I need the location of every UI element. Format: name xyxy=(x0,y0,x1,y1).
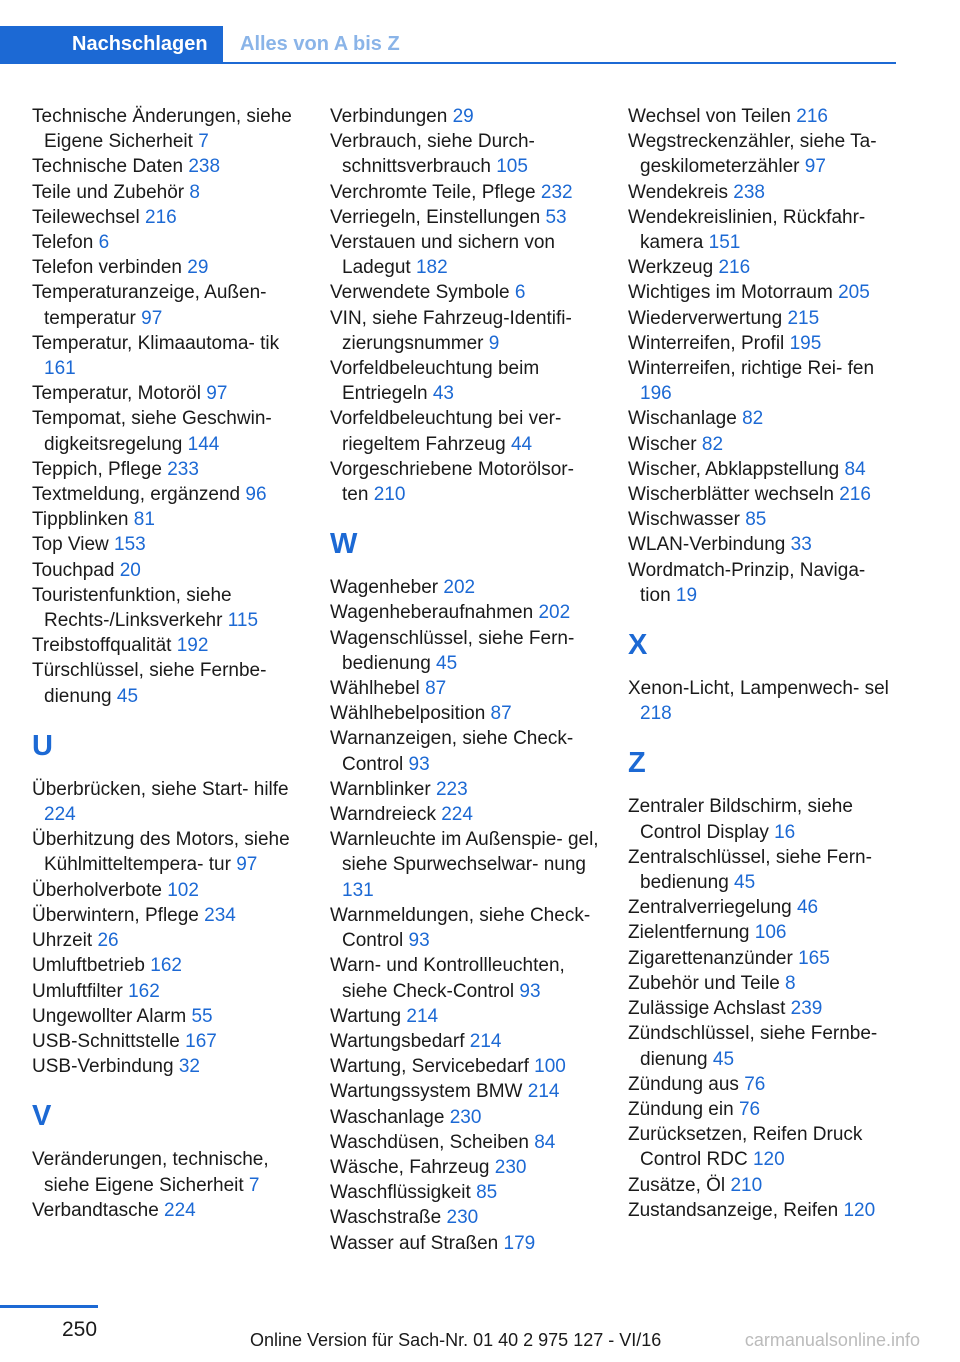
page-link[interactable]: 232 xyxy=(540,181,573,203)
index-entry-text: Wischer, Abklappstellung xyxy=(628,458,840,480)
index-entry xyxy=(330,1105,600,1130)
index-entry xyxy=(628,794,898,844)
index-entry xyxy=(628,306,898,331)
index-entry-text: Warnblinker xyxy=(330,778,431,800)
index-column-3 xyxy=(628,104,898,1223)
page-link[interactable]: 216 xyxy=(839,484,871,506)
page-link[interactable]: 6 xyxy=(514,282,526,304)
index-entry-text: Tempomat, siehe Geschwin- digkeitsregelung xyxy=(32,408,272,455)
section-letter: W xyxy=(330,528,358,561)
page-link[interactable]: 214 xyxy=(469,1030,502,1052)
index-entry-text: Winterreifen, Profil xyxy=(628,332,785,354)
index-entry xyxy=(628,971,898,996)
index-entry xyxy=(628,331,898,356)
index-entry xyxy=(628,558,898,608)
index-entry xyxy=(32,827,302,877)
index-entry-text: Warnanzeigen, siehe Check- Control xyxy=(330,728,574,775)
index-entry-text: Warndreieck xyxy=(330,804,436,826)
page-link[interactable]: 106 xyxy=(754,922,787,944)
page-link[interactable]: 120 xyxy=(752,1149,785,1171)
index-entry xyxy=(32,381,302,406)
index-entry-text: Temperatur, Klimaautoma- tik xyxy=(32,332,280,354)
page-link[interactable]: 239 xyxy=(790,998,823,1020)
index-entry xyxy=(628,432,898,457)
page-link[interactable]: 82 xyxy=(701,433,724,455)
index-entry xyxy=(628,457,898,482)
index-entry-text: Teilewechsel xyxy=(32,206,140,228)
index-entry-text: Wartungssystem BMW xyxy=(330,1081,523,1103)
index-entry xyxy=(330,953,600,1003)
page-link[interactable]: 230 xyxy=(449,1106,482,1128)
page-link[interactable]: 7 xyxy=(198,131,209,153)
page-link[interactable]: 26 xyxy=(97,930,119,952)
index-entry-text: Zubehör und Teile xyxy=(628,972,780,994)
index-entry xyxy=(628,676,898,726)
index-entry xyxy=(32,154,302,179)
index-entry xyxy=(330,104,600,129)
index-entry xyxy=(628,845,898,895)
index-entry-text: Verbrauch, siehe Durch- schnittsverbrauch xyxy=(330,131,535,178)
page-link[interactable]: 102 xyxy=(167,879,199,901)
index-entry-text: Wagenheberaufnahmen xyxy=(330,602,534,624)
section-letter: V xyxy=(32,1100,52,1133)
index-entry xyxy=(330,1004,600,1029)
page-link[interactable]: 46 xyxy=(796,897,819,919)
index-entry xyxy=(628,1021,898,1071)
index-entry-text: Wendekreislinien, Rückfahr- kamera xyxy=(628,206,866,254)
page-link[interactable]: 162 xyxy=(150,955,182,977)
page-link[interactable]: 85 xyxy=(476,1182,498,1204)
page-link[interactable]: 196 xyxy=(640,383,672,405)
footer-divider xyxy=(0,1305,98,1308)
index-entry xyxy=(330,1180,600,1205)
index-entry xyxy=(32,658,302,708)
page-link[interactable]: 224 xyxy=(164,1199,196,1221)
index-entry xyxy=(32,104,302,154)
index-entry xyxy=(628,356,898,406)
index-entry-text: Verchromte Teile, Pflege xyxy=(330,181,536,203)
index-entry-text: Zulässige Achslast xyxy=(628,998,786,1020)
page-link[interactable]: 230 xyxy=(494,1156,527,1178)
index-entry xyxy=(628,104,898,129)
index-entry xyxy=(628,946,898,971)
index-entry-text: Türschlüssel, siehe Fernbe- dienung xyxy=(32,660,267,707)
page-link[interactable]: 214 xyxy=(527,1081,560,1103)
page-link[interactable]: 93 xyxy=(519,980,541,1002)
index-entry xyxy=(330,802,600,827)
index-entry-text: Vorfeldbeleuchtung beim Entriegeln xyxy=(330,358,540,405)
page-link[interactable]: 19 xyxy=(675,584,698,606)
index-entry-text: Umluftfilter xyxy=(32,980,123,1002)
index-entry-text: Wählhebel xyxy=(330,678,420,700)
index-entry-text: Wendekreis xyxy=(628,181,728,203)
page-link[interactable]: 224 xyxy=(441,804,473,826)
index-entry-text: Zustandsanzeige, Reifen xyxy=(628,1199,839,1221)
index-entry xyxy=(330,1029,600,1054)
index-entry-text: Waschflüssigkeit xyxy=(330,1182,471,1204)
index-entry xyxy=(330,129,600,179)
index-entry xyxy=(628,1173,898,1198)
page-link[interactable]: 210 xyxy=(730,1174,763,1196)
index-entry-text: Ungewollter Alarm xyxy=(32,1005,187,1027)
index-entry-text: Verbandtasche xyxy=(32,1199,159,1221)
index-entry-text: Wasser auf Straßen xyxy=(330,1232,499,1254)
page-link[interactable]: 87 xyxy=(425,678,447,700)
index-entry xyxy=(628,895,898,920)
index-entry xyxy=(330,306,600,356)
page-link[interactable]: 97 xyxy=(804,156,826,178)
index-entry-text: Zusätze, Öl xyxy=(628,1174,726,1196)
index-entry-text: Überhitzung des Motors, siehe Kühlmitteltempera- tur xyxy=(32,829,290,876)
index-entry xyxy=(628,180,898,205)
page-link[interactable]: 215 xyxy=(787,307,820,329)
index-entry-text: Verbindungen xyxy=(330,106,448,127)
index-entry-text: Zurücksetzen, Reifen Druck Control RDC xyxy=(628,1124,863,1171)
page-link[interactable]: 115 xyxy=(227,610,259,632)
index-entry-text: Überholverbote xyxy=(32,879,162,901)
page-link[interactable]: 195 xyxy=(789,332,822,354)
page-link[interactable]: 93 xyxy=(408,930,430,952)
index-entry-text: Warnmeldungen, siehe Check-Control xyxy=(330,904,591,952)
page-link[interactable]: 29 xyxy=(452,106,474,127)
page-link[interactable]: 230 xyxy=(446,1207,479,1229)
page-link[interactable]: 202 xyxy=(538,602,571,624)
index-entry xyxy=(32,928,302,953)
page-link[interactable]: 87 xyxy=(490,703,512,725)
page-link[interactable]: 216 xyxy=(145,206,177,228)
page-link[interactable]: 84 xyxy=(844,458,866,480)
page-link[interactable]: 216 xyxy=(796,106,828,127)
page-link[interactable]: 151 xyxy=(708,232,741,254)
index-entry-text: Warn- und Kontrollleuchten, siehe Check-Control xyxy=(330,955,565,1002)
index-entry xyxy=(628,996,898,1021)
index-entry-text: Wartung xyxy=(330,1005,402,1027)
index-entry xyxy=(32,507,302,532)
page-link[interactable]: 20 xyxy=(119,559,141,581)
index-entry xyxy=(330,701,600,726)
index-entry-text: Wegstreckenzähler, siehe Ta- geskilometerzähler xyxy=(628,131,877,178)
index-entry-text: Wartungsbedarf xyxy=(330,1030,465,1052)
index-entry xyxy=(32,532,302,557)
index-entry-text: Zündung ein xyxy=(628,1098,734,1120)
watermark: carmanualsonline.info xyxy=(744,1330,920,1350)
index-entry xyxy=(32,633,302,658)
index-entry-text: Uhrzeit xyxy=(32,930,93,952)
index-entry xyxy=(32,558,302,583)
index-entry xyxy=(32,903,302,928)
index-entry xyxy=(32,878,302,903)
page-link[interactable]: 8 xyxy=(189,181,200,203)
page-link[interactable]: 45 xyxy=(712,1048,735,1070)
index-entry xyxy=(330,180,600,205)
page-link[interactable]: 165 xyxy=(798,947,830,969)
index-entry xyxy=(628,507,898,532)
index-entry xyxy=(330,600,600,625)
index-entry xyxy=(32,1147,302,1197)
page-link[interactable]: 144 xyxy=(187,433,220,455)
index-entry-text: Wagenheber xyxy=(330,577,439,599)
index-entry xyxy=(628,1097,898,1122)
page-link[interactable]: 131 xyxy=(342,879,374,901)
index-entry-text: Waschdüsen, Scheiben xyxy=(330,1131,529,1153)
index-entry xyxy=(330,1231,600,1256)
index-entry-text: Textmeldung, ergänzend xyxy=(32,484,241,506)
page-link[interactable]: 76 xyxy=(744,1073,766,1095)
index-entry-text: Wartung, Servicebedarf xyxy=(330,1056,529,1078)
index-entry-text: Wählhebelposition xyxy=(330,703,486,725)
page-link[interactable]: 85 xyxy=(745,509,767,531)
index-entry xyxy=(330,1205,600,1230)
index-entry-text: Wechsel von Teilen xyxy=(628,106,792,127)
page-link[interactable]: 216 xyxy=(718,257,751,279)
index-entry xyxy=(330,230,600,280)
index-entry-text: Zündschlüssel, siehe Fernbe- dienung xyxy=(628,1023,878,1070)
index-entry xyxy=(32,979,302,1004)
index-entry xyxy=(628,255,898,280)
page-link[interactable]: 120 xyxy=(843,1199,876,1221)
page-link[interactable]: 153 xyxy=(114,534,146,556)
index-entry-text: Winterreifen, richtige Rei- fen xyxy=(628,358,875,380)
page-link[interactable]: 224 xyxy=(44,804,76,826)
page-link[interactable]: 238 xyxy=(733,181,765,203)
index-entry-text: Zielentfernung xyxy=(628,922,750,944)
index-entry-text: Waschstraße xyxy=(330,1207,442,1229)
index-entry xyxy=(32,1054,302,1079)
index-entry xyxy=(330,205,600,230)
page-link[interactable]: 167 xyxy=(185,1030,217,1052)
index-entry xyxy=(628,406,898,431)
index-entry-text: Warnleuchte im Außenspie- gel, siehe Spurwechselwar- nung xyxy=(330,829,599,876)
tab-nachschlagen[interactable]: Nachschlagen xyxy=(0,26,223,62)
index-entry-text: Teile und Zubehör xyxy=(32,181,185,203)
page-link[interactable]: 16 xyxy=(774,821,796,843)
header-bar xyxy=(0,0,960,62)
index-entry xyxy=(330,457,600,507)
index-entry-text: USB-Schnittstelle xyxy=(32,1030,180,1052)
section-letter: U xyxy=(32,729,53,762)
index-entry-text: Tippblinken xyxy=(32,509,129,531)
page-link[interactable]: 6 xyxy=(98,232,110,254)
index-entry xyxy=(32,331,302,381)
index-entry-text: Waschanlage xyxy=(330,1106,445,1128)
index-column-2 xyxy=(330,104,600,1256)
index-entry xyxy=(330,676,600,701)
index-entry xyxy=(628,532,898,557)
index-entry xyxy=(32,1004,302,1029)
index-entry xyxy=(32,583,302,633)
page-link[interactable]: 218 xyxy=(640,703,672,725)
page-link[interactable]: 9 xyxy=(488,332,500,354)
page-link[interactable]: 97 xyxy=(141,307,163,329)
index-entry xyxy=(330,1155,600,1180)
index-entry xyxy=(330,1079,600,1104)
page-link[interactable]: 214 xyxy=(406,1005,439,1027)
page-link[interactable]: 238 xyxy=(188,156,221,178)
index-entry-text: Verriegeln, Einstellungen xyxy=(330,206,541,228)
index-entry xyxy=(330,726,600,776)
page-link[interactable]: 100 xyxy=(534,1056,566,1078)
index-entry-text: Treibstoffqualität xyxy=(32,635,172,657)
index-entry-text: Überbrücken, siehe Start- hilfe xyxy=(32,778,289,800)
index-entry xyxy=(628,1122,898,1172)
index-entry xyxy=(628,1072,898,1097)
index-entry-text: Telefon verbinden xyxy=(32,257,182,279)
section-letter: Z xyxy=(628,747,646,780)
index-entry xyxy=(628,129,898,179)
index-entry-text: Wischerblätter wechseln xyxy=(628,484,834,506)
page-link[interactable]: 84 xyxy=(534,1131,556,1153)
index-entry xyxy=(32,777,302,827)
page-link[interactable]: 210 xyxy=(373,484,406,506)
page-link[interactable]: 76 xyxy=(738,1098,761,1120)
index-entry-text: Wichtiges im Motorraum xyxy=(628,282,833,304)
page-link[interactable]: 43 xyxy=(432,383,454,405)
index-entry xyxy=(330,575,600,600)
index-entry-text: WLAN-Verbindung xyxy=(628,534,786,556)
index-entry-text: Temperatur, Motoröl xyxy=(32,383,201,405)
index-entry-text: Teppich, Pflege xyxy=(32,458,162,480)
page-link[interactable]: 162 xyxy=(128,980,160,1002)
index-entry-text: Touristenfunktion, siehe Rechts-/Linksverkehr xyxy=(32,584,232,632)
page-link[interactable]: 33 xyxy=(790,534,812,556)
index-entry-text: Vorfeldbeleuchtung bei ver- riegeltem Fahrzeug xyxy=(330,408,562,455)
index-entry xyxy=(32,255,302,280)
index-entry-text: Wäsche, Fahrzeug xyxy=(330,1156,490,1178)
page-link[interactable]: 179 xyxy=(503,1232,536,1254)
index-entry xyxy=(330,827,600,903)
index-entry-text: Temperaturanzeige, Außen- temperatur xyxy=(32,282,267,329)
page-link[interactable]: 45 xyxy=(734,872,756,894)
index-column-1 xyxy=(32,104,302,1223)
index-entry-text: Zentralschlüssel, siehe Fern- bedienung xyxy=(628,846,872,894)
index-entry xyxy=(330,777,600,802)
page-link[interactable]: 82 xyxy=(742,408,764,430)
header-divider xyxy=(0,62,896,64)
index-entry xyxy=(32,180,302,205)
page-link[interactable]: 205 xyxy=(838,282,870,304)
page-link[interactable]: 81 xyxy=(133,509,155,531)
index-entry-text: Zentralverriegelung xyxy=(628,897,792,919)
index-entry xyxy=(628,205,898,255)
index-entry-text: Technische Daten xyxy=(32,156,184,178)
index-entry-text: Touchpad xyxy=(32,559,115,581)
index-entry-text: Veränderungen, technische, siehe Eigene Sicherheit xyxy=(32,1149,269,1196)
page-link[interactable]: 202 xyxy=(443,577,476,599)
section-letter: X xyxy=(628,629,648,662)
index-entry xyxy=(32,953,302,978)
index-entry-text: Vorgeschriebene Motorölsor- ten xyxy=(330,458,574,506)
index-entry-text: Wischanlage xyxy=(628,408,737,430)
index-entry xyxy=(32,1198,302,1223)
tab-alles-von-a-bis-z[interactable]: Alles von A bis Z xyxy=(240,33,400,55)
index-entry xyxy=(330,406,600,456)
index-entry xyxy=(628,280,898,305)
index-entry xyxy=(628,482,898,507)
index-entry-text: Top View xyxy=(32,534,109,556)
index-entry xyxy=(330,1054,600,1079)
index-entry-text: Zentraler Bildschirm, siehe Control Display xyxy=(628,796,853,843)
page-link[interactable]: 7 xyxy=(248,1174,260,1196)
page-number: 250 xyxy=(62,1318,98,1341)
page-link[interactable]: 93 xyxy=(408,753,430,775)
index-entry-text: Überwintern, Pflege xyxy=(32,904,199,926)
page-link[interactable]: 182 xyxy=(415,257,448,279)
index-entry xyxy=(330,1130,600,1155)
index-entry xyxy=(32,457,302,482)
index-entry-text: VIN, siehe Fahrzeug-Identifi- zierungsnummer xyxy=(330,307,572,354)
page-link[interactable]: 32 xyxy=(178,1056,200,1078)
index-entry-text: Verstauen und sichern von Ladegut xyxy=(330,232,555,279)
page-link[interactable]: 234 xyxy=(204,904,236,926)
index-entry-text: Wiederverwertung xyxy=(628,307,783,329)
index-entry xyxy=(330,280,600,305)
index-entry-text: Zündung aus xyxy=(628,1073,739,1095)
edition-note: Online Version für Sach-Nr. 01 40 2 975 127 - VI/16 xyxy=(250,1330,662,1350)
index-entry-text: Wagenschlüssel, siehe Fern- bedienung xyxy=(330,627,575,674)
page-link[interactable]: 55 xyxy=(191,1005,213,1027)
index-entry xyxy=(330,903,600,953)
index-entry-text: Wischer xyxy=(628,433,697,455)
index-entry xyxy=(330,356,600,406)
index-entry-text: Xenon-Licht, Lampenwech- sel xyxy=(628,678,889,700)
page-link[interactable]: 53 xyxy=(545,206,567,228)
index-entry xyxy=(32,406,302,456)
index-entry xyxy=(32,280,302,330)
page-link[interactable]: 192 xyxy=(176,635,209,657)
index-entry xyxy=(32,230,302,255)
index-entry xyxy=(330,626,600,676)
index-entry-text: Technische Änderungen, siehe Eigene Sicherheit xyxy=(32,106,292,153)
page-link[interactable]: 97 xyxy=(206,383,228,405)
page-link[interactable]: 161 xyxy=(44,358,76,380)
page-link[interactable]: 45 xyxy=(436,652,458,674)
page-link[interactable]: 97 xyxy=(236,854,258,876)
page-link[interactable]: 8 xyxy=(785,972,796,994)
index-entry xyxy=(32,1029,302,1054)
index-entry-text: Umluftbetrieb xyxy=(32,955,145,977)
index-entry xyxy=(32,482,302,507)
index-entry-text: Telefon xyxy=(32,232,94,254)
page-link[interactable]: 45 xyxy=(116,685,139,707)
index-entry xyxy=(628,1198,898,1223)
index-entry-text: Verwendete Symbole xyxy=(330,282,510,304)
page-link[interactable]: 29 xyxy=(187,257,209,279)
page-link[interactable]: 223 xyxy=(435,778,468,800)
index-entry xyxy=(628,920,898,945)
page-link[interactable]: 96 xyxy=(245,484,267,506)
index-entry-text: Wischwasser xyxy=(628,509,740,531)
page-link[interactable]: 233 xyxy=(167,458,199,480)
page-link[interactable]: 105 xyxy=(496,156,528,178)
index-entry xyxy=(32,205,302,230)
page-link[interactable]: 44 xyxy=(510,433,533,455)
index-entry-text: Werkzeug xyxy=(628,257,714,279)
index-entry-text: Zigarettenanzünder xyxy=(628,947,793,969)
index-entry-text: Wordmatch-Prinzip, Naviga- tion xyxy=(628,559,866,606)
index-entry-text: USB-Verbindung xyxy=(32,1056,174,1078)
